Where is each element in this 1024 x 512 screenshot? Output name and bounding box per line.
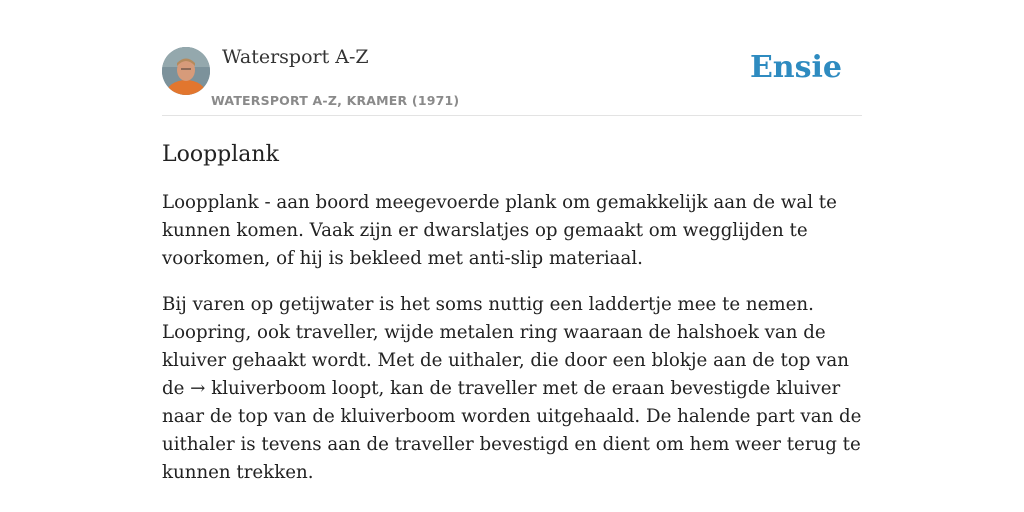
avatar[interactable] <box>162 47 210 95</box>
brand-logo[interactable]: Ensie <box>749 50 842 85</box>
definition-paragraph: Loopplank - aan boord meegevoerde plank om gemakkelijk aan de wal te kunnen komen. Vaak zijn er dwarslatjes op gemaakt om wegglijden te voorkomen, of hij is bekleed met anti-slip materiaal. <box>162 192 837 269</box>
author-avatar-photo-icon <box>162 47 210 95</box>
page-title: Loopplank <box>162 142 279 167</box>
definition-card <box>162 44 862 505</box>
definition-paragraph: Bij varen op getijwater is het soms nuttig een laddertje mee te nemen. Loopring, ook traveller, wijde metalen ring waaraan de halshoek van de kluiver gehaakt wordt. Met de uithaler, die door een blokje aan de top van de → kluiverboom loopt, kan de traveller met de eraan bevestigde kluiver naar de top van de kluiverboom worden uitgehaald. De halende part van de uithaler is tevens aan de traveller bevestigd en dient om hem weer terug te kunnen trekken. <box>162 294 862 483</box>
card-header <box>162 44 862 116</box>
author-name[interactable]: Watersport A-Z <box>222 46 369 68</box>
definition-body <box>162 189 862 487</box>
source-attribution: WATERSPORT A-Z, KRAMER (1971) <box>211 93 460 108</box>
